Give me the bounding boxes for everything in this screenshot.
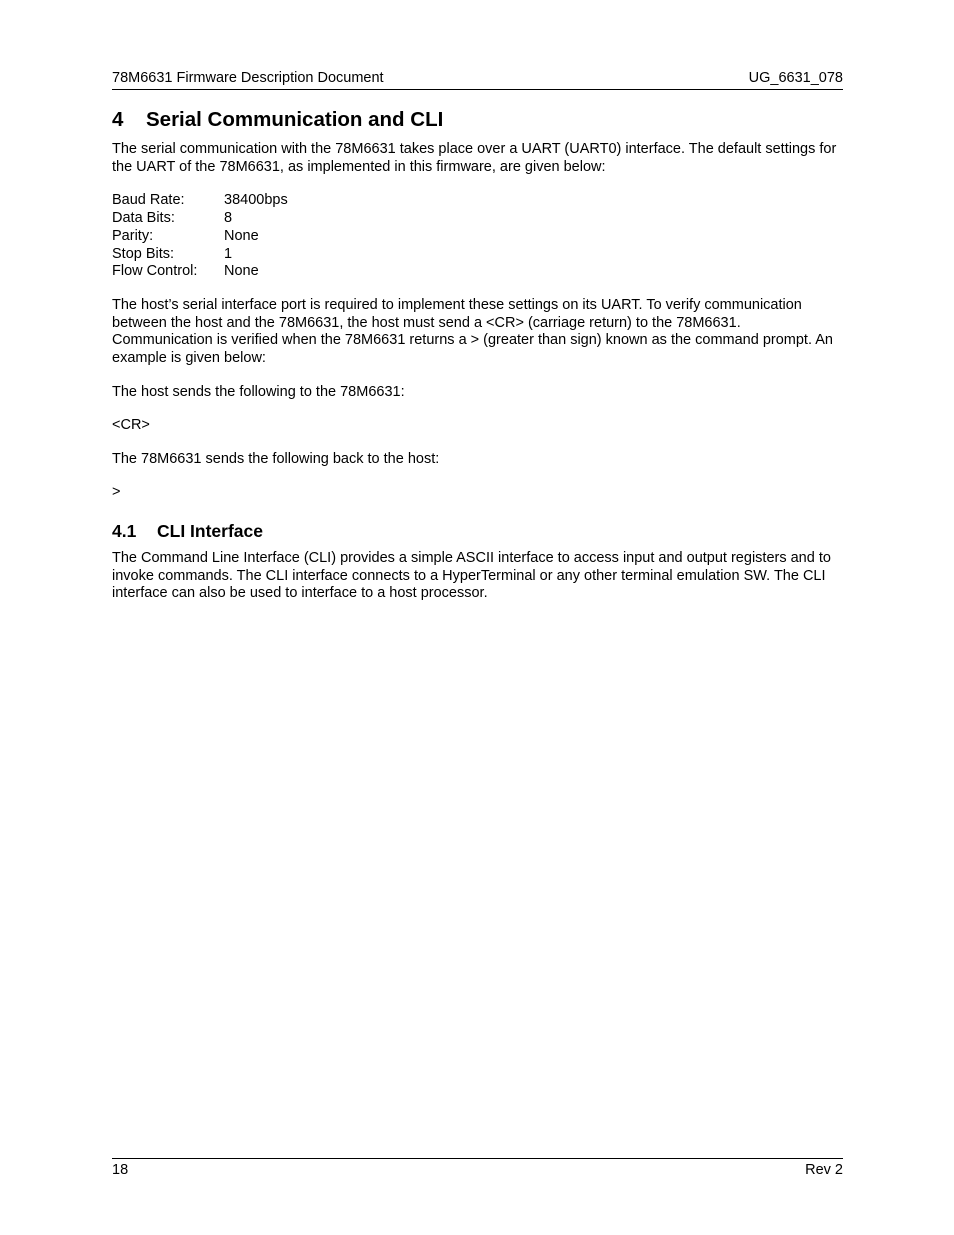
intro-paragraph: The serial communication with the 78M6631 takes place over a UART (UART0) interface. The default settings for the UART of the 78M6631, as implemented in this firmware, are given below: (112, 141, 837, 175)
setting-value: None (224, 263, 259, 280)
table-row (112, 228, 288, 246)
setting-value: None (224, 227, 259, 244)
table-row (112, 246, 288, 264)
example-input: <CR> (112, 417, 150, 434)
setting-label: Flow Control: (112, 263, 198, 280)
setting-value: 38400bps (224, 192, 288, 209)
setting-value: 8 (224, 209, 233, 226)
example-output: > (112, 484, 121, 501)
setting-label: Stop Bits: (112, 245, 175, 262)
subsection-title: CLI Interface (157, 520, 263, 541)
host-sends-paragraph: The host sends the following to the 78M6631: (112, 383, 405, 400)
page-content (112, 107, 843, 619)
subsection-number: 4.1 (112, 520, 137, 541)
setting-value: 1 (224, 245, 233, 262)
table-row (112, 263, 288, 281)
verification-paragraph: The host’s serial interface port is required to implement these settings on its UART. To verify communication between the host and the 78M6631, the host must send a <CR> (carriage return) to the 78M6631. Communication is verified when the 78M6631 returns a > (greater than sign) known as the command prompt. An example is given below: (112, 297, 833, 366)
device-returns-paragraph: The 78M6631 sends the following back to the host: (112, 450, 440, 467)
setting-label: Parity: (112, 227, 154, 244)
subsection-heading (112, 520, 843, 542)
table-row (112, 192, 288, 210)
section-heading (112, 107, 843, 133)
table-row (112, 210, 288, 228)
section-title: Serial Communication and CLI (146, 108, 444, 131)
running-header (112, 69, 843, 90)
running-footer (112, 1158, 843, 1179)
setting-label: Data Bits: (112, 209, 175, 226)
page-number: 18 (112, 1162, 129, 1178)
setting-label: Baud Rate: (112, 192, 185, 209)
document-id: UG_6631_078 (748, 70, 843, 86)
section-number: 4 (112, 108, 124, 131)
document-title: 78M6631 Firmware Description Document (112, 70, 384, 86)
uart-settings-table (112, 192, 288, 281)
cli-paragraph: The Command Line Interface (CLI) provides a simple ASCII interface to access input and output registers and to invoke commands. The CLI interface connects to a HyperTerminal or any other terminal emulation SW. The CLI interface can also be used to interface to a host processor. (112, 549, 831, 602)
revision: Rev 2 (805, 1162, 843, 1178)
